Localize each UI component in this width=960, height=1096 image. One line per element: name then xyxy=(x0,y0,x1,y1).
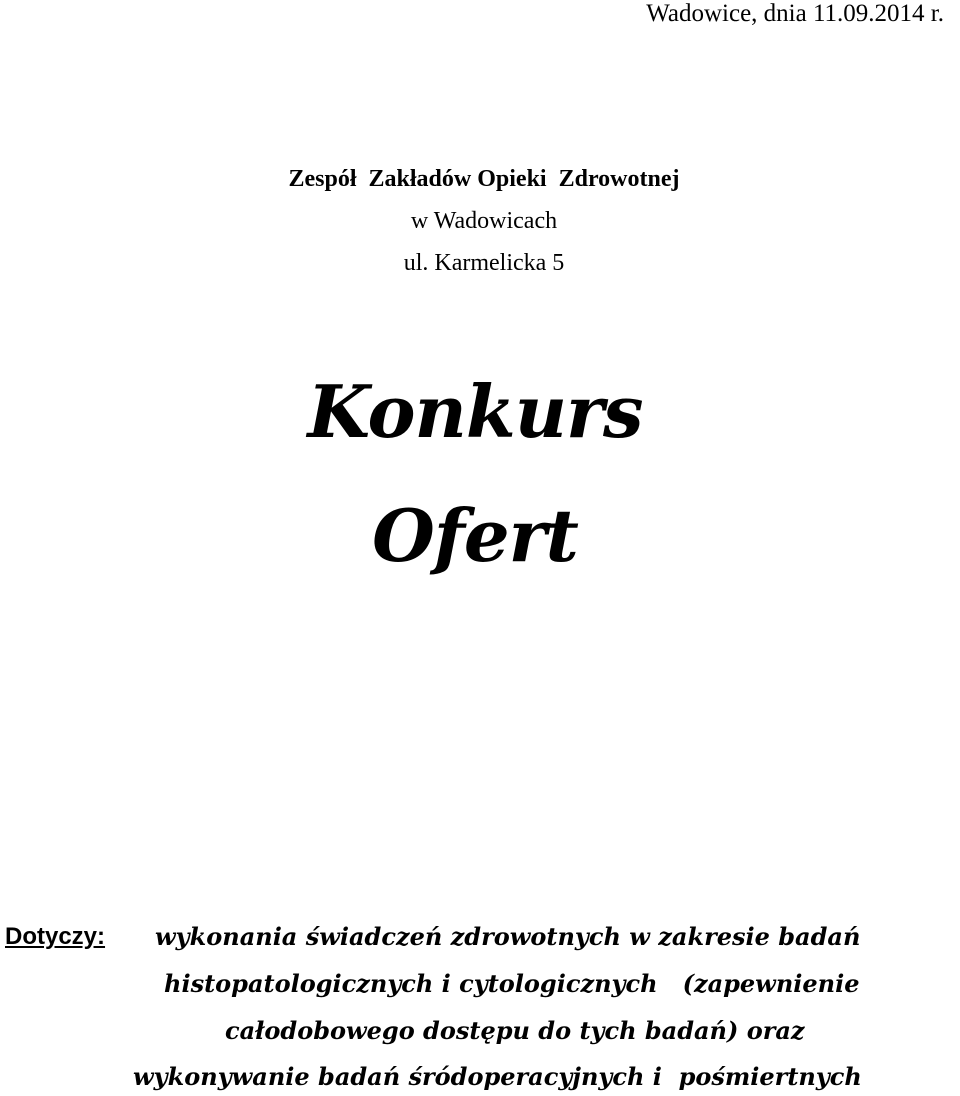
subject-line: całodobowego dostępu do tych badań) oraz xyxy=(225,1016,805,1045)
addressee-block xyxy=(0,158,960,284)
subject-line: histopatologicznych i cytologicznych (zapewnienie xyxy=(164,969,860,998)
subject-line: wykonania świadczeń zdrowotnych w zakresie badań xyxy=(155,922,861,951)
addressee-city: w Wadowicach xyxy=(410,208,558,234)
subject-line: wykonywanie badań śródoperacyjnych i pośmiertnych xyxy=(133,1062,862,1091)
subject-label: Dotyczy: xyxy=(5,923,106,950)
title-line-2: Ofert xyxy=(372,493,578,578)
document-date: Wadowice, dnia 11.09.2014 r. xyxy=(646,0,944,27)
addressee-street: ul. Karmelicka 5 xyxy=(403,250,565,276)
addressee-institution: Zespół Zakładów Opieki Zdrowotnej xyxy=(288,166,680,192)
title-line-1: Konkurs xyxy=(307,369,643,454)
